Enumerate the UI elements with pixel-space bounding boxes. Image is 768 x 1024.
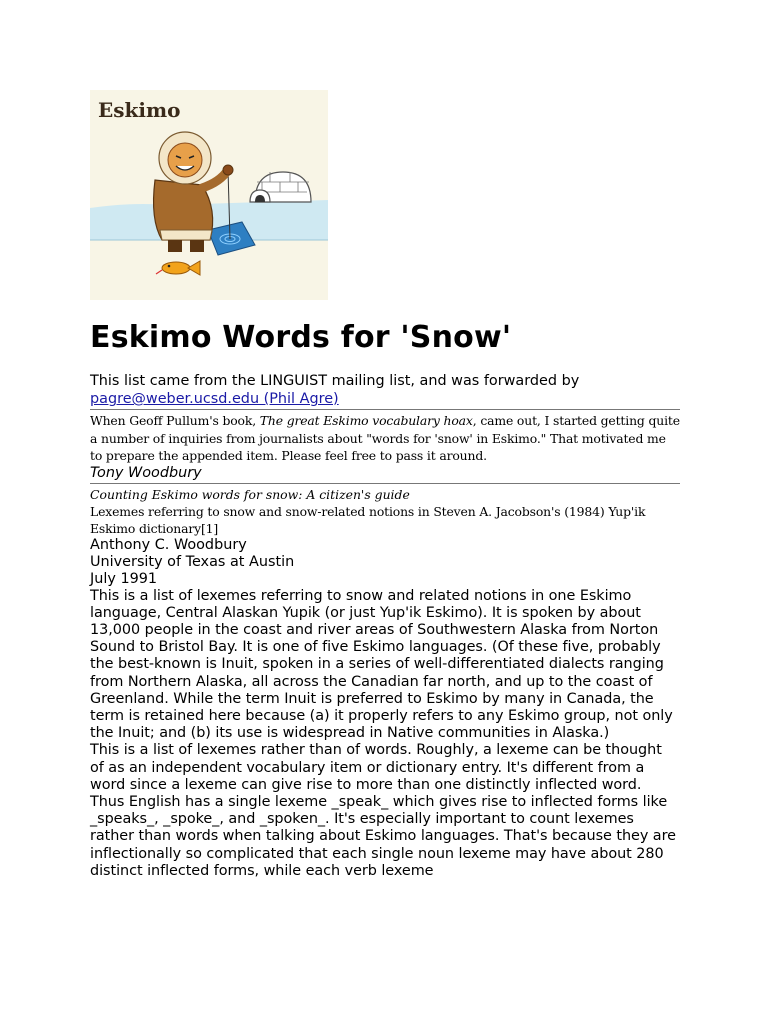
page-title: Eskimo Words for 'Snow'	[90, 320, 512, 355]
body-paragraph: This is a list of lexemes referring to snow and related notions in one Eskimo language, Central Alaskan Yupik (or just Yup'ik Eskimo). It is spoken by about 13,000 people in the coast and river areas of Southwestern Alaska from Norton Sound to Bristol Bay. It is one of five Eskimo languages. (Of these five, probably the best-known is Inuit, spoken in a series of well-differentiated dialects ranging from Northern Alaska, all across the Canadian far north, and up to the coast of Greenland. While the term Inuit is preferred to Eskimo by many in Canada, the term is retained here because (a) it properly refers to any Eskimo group, not only the Inuit; and (b) its use is widespread in Native communities in Alaska.)	[90, 587, 673, 742]
author-date: July 1991	[90, 570, 158, 587]
igloo-icon	[250, 172, 311, 202]
illustration-label: Eskimo	[98, 98, 181, 122]
author-affiliation: University of Texas at Austin	[90, 553, 295, 570]
divider	[90, 483, 680, 484]
body-paragraph: This is a list of lexemes rather than of words. Roughly, a lexeme can be thought of as an independent vocabulary item or dictionary entry. It's different from a word since a lexeme can give rise to more than one distinctly inflected word. Thus English has a single lexeme _speak_ which gives rise to inflected forms like _speaks_, _spoke_, and _spoken_. It's especially important to count lexemes rather than words when talking about Eskimo languages. That's because they are inflectionally so complicated that each single noun lexeme may have about 280 distinct inflected forms, while each verb lexeme	[90, 742, 676, 879]
signature: Tony Woodbury	[90, 464, 202, 481]
divider	[90, 409, 680, 410]
note-text-end: , came out, I started getting quite a number of inquiries from journalists about "words for 'snow' in Eskimo." That motivated me to prepare the appended item. Please feel free to pass it around.	[90, 413, 680, 463]
fish-icon	[156, 261, 200, 275]
forwarder-email-link[interactable]: pagre@weber.ucsd.edu (Phil Agre)	[90, 391, 339, 407]
note-text-start: When Geoff Pullum's book,	[90, 413, 260, 428]
document-page	[90, 90, 680, 880]
book-title: The great Eskimo vocabulary hoax	[259, 413, 473, 428]
guide-title: Counting Eskimo words for snow: A citizen's guide	[90, 486, 410, 502]
guide-subtitle: Lexemes referring to snow and snow-related notions in Steven A. Jacobson's (1984) Yup'ik Eskimo dictionary[1]	[90, 503, 646, 536]
author-name: Anthony C. Woodbury	[90, 536, 247, 553]
note-paragraph	[90, 412, 680, 465]
eskimo-illustration	[90, 90, 328, 300]
intro-sentence: This list came from the LINGUIST mailing list, and was forwarded by	[90, 373, 580, 389]
intro-text	[90, 372, 680, 408]
